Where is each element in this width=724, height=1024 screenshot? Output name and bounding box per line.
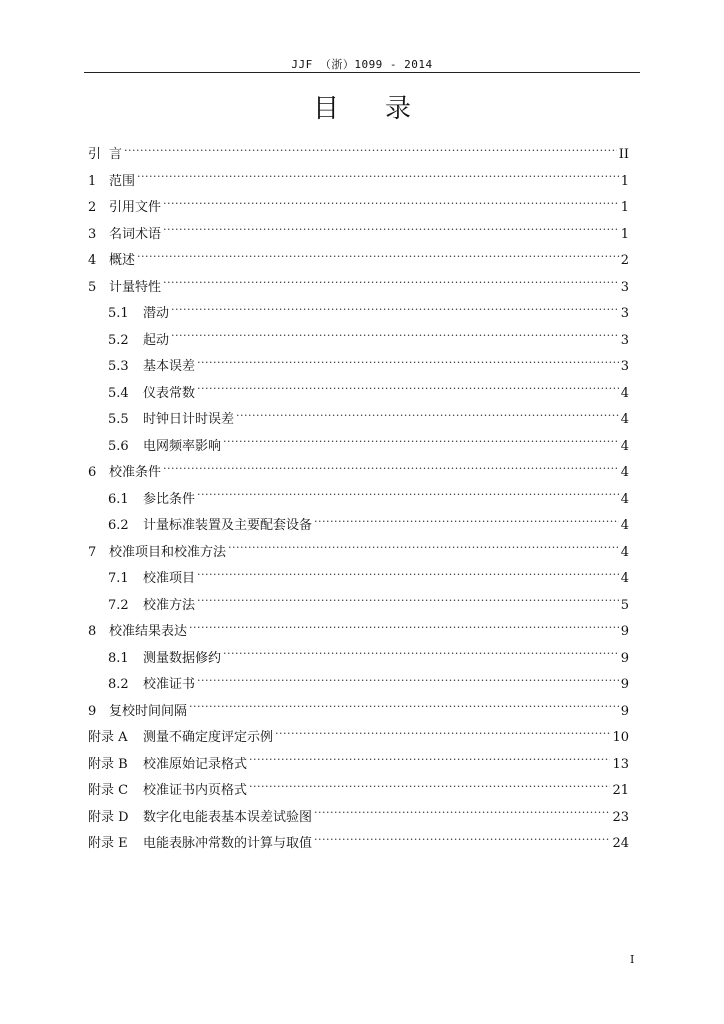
- toc-entry-label: 言: [109, 147, 123, 162]
- toc-entry[interactable]: [88, 619, 629, 646]
- toc-entry[interactable]: [88, 222, 629, 249]
- toc-leader-dots: [314, 516, 619, 529]
- toc-entry-page: 4: [620, 438, 629, 454]
- toc-entry[interactable]: [88, 328, 629, 355]
- toc-entry[interactable]: [88, 778, 629, 805]
- toc-entry-label: 电网频率影响: [143, 438, 222, 454]
- toc-entry-label: 潜动: [143, 306, 170, 321]
- toc-entry[interactable]: [88, 646, 629, 673]
- toc-entry-number: 8.2: [108, 677, 129, 692]
- toc-entry-page: 10: [612, 730, 629, 745]
- toc-entry[interactable]: [88, 725, 629, 752]
- toc-entry[interactable]: [88, 248, 629, 275]
- toc-entry-number: 4: [88, 253, 97, 268]
- header-rule: [84, 72, 640, 73]
- toc-entry-label: 电能表脉冲常数的计算与取值: [143, 836, 313, 851]
- toc-entry-number: 5.1: [108, 306, 129, 321]
- toc-entry-label: 范围: [109, 173, 136, 189]
- toc-entry-label: 校准条件: [109, 465, 162, 480]
- toc-entry[interactable]: [88, 699, 629, 726]
- toc-entry-label: 测量不确定度评定示例: [143, 730, 274, 745]
- toc-entry[interactable]: [88, 301, 629, 328]
- toc-entry-label: 校准证书内页格式: [143, 783, 248, 798]
- toc-leader-dots: [197, 569, 619, 582]
- toc-entry[interactable]: [88, 195, 629, 222]
- toc-entry-number: 5.3: [108, 359, 129, 374]
- toc-entry-number: 5.4: [108, 385, 129, 401]
- toc-entry-page: 24: [612, 836, 629, 851]
- toc-entry[interactable]: [88, 752, 629, 779]
- toc-entry-number: 5.6: [108, 438, 129, 454]
- toc-leader-dots: [314, 834, 610, 847]
- toc-entry[interactable]: [88, 540, 629, 567]
- toc-entry[interactable]: [88, 407, 629, 434]
- toc-leader-dots: [189, 622, 619, 635]
- toc-entry-page: 4: [620, 571, 629, 586]
- toc-entry-page: 4: [620, 465, 629, 480]
- toc-leader-dots: [189, 702, 619, 715]
- toc-leader-dots: [197, 357, 619, 370]
- toc-leader-dots: [236, 410, 619, 423]
- toc-entry-page: 3: [620, 306, 629, 321]
- toc-entry[interactable]: [88, 354, 629, 381]
- toc-entry[interactable]: [88, 805, 629, 832]
- toc-entry-label: 名词术语: [109, 226, 162, 242]
- toc-leader-dots: [249, 781, 610, 794]
- toc-entry-label: 校准证书: [143, 677, 196, 692]
- toc-leader-dots: [223, 649, 619, 662]
- toc-entry-page: 1: [620, 226, 629, 242]
- toc-entry-label: 校准项目和校准方法: [109, 544, 227, 560]
- toc-entry-label: 校准结果表达: [109, 624, 188, 639]
- toc-entry-label: 基本误差: [143, 359, 196, 374]
- toc-entry-number: 引: [88, 147, 102, 162]
- toc-entry-page: 1: [620, 173, 629, 189]
- toc-leader-dots: [171, 304, 619, 317]
- toc-entry-page: 2: [620, 253, 629, 268]
- toc-entry-page: 13: [612, 756, 629, 772]
- footer-page-number: I: [630, 953, 635, 966]
- toc-entry-number: 7: [88, 544, 97, 560]
- toc-entry-number: 7.1: [108, 571, 129, 586]
- toc-entry-label: 计量特性: [109, 279, 162, 295]
- toc-entry-page: 3: [620, 279, 629, 295]
- toc-entry-page: 23: [612, 809, 629, 825]
- toc-entry-page: 21: [612, 783, 629, 798]
- toc-leader-dots: [249, 755, 610, 768]
- toc-entry-page: 3: [620, 359, 629, 374]
- toc-leader-dots: [124, 145, 617, 158]
- toc-leader-dots: [163, 278, 619, 291]
- toc-entry[interactable]: [88, 593, 629, 620]
- toc-leader-dots: [223, 437, 619, 450]
- toc-leader-dots: [197, 384, 619, 397]
- toc-entry-page: 3: [620, 332, 629, 348]
- toc-entry-number: 5: [88, 279, 97, 295]
- toc-entry-number: 5.5: [108, 412, 129, 427]
- toc-entry-page: 4: [620, 544, 629, 560]
- table-of-contents: [88, 142, 629, 858]
- toc-entry-number: 6.1: [108, 491, 129, 507]
- toc-entry-page: 5: [620, 597, 629, 613]
- toc-entry-label: 校准原始记录格式: [143, 756, 248, 772]
- toc-entry-page: 1: [620, 200, 629, 215]
- toc-entry-number: 附录 E: [88, 836, 128, 851]
- toc-entry-number: 8.1: [108, 650, 129, 666]
- title-char-2: 录: [385, 94, 412, 124]
- toc-entry-page: II: [618, 147, 629, 162]
- toc-entry-number: 附录 A: [88, 730, 128, 745]
- title-char-1: 目: [312, 94, 339, 124]
- toc-leader-dots: [197, 675, 619, 688]
- toc-entry-label: 引用文件: [109, 200, 162, 215]
- toc-entry-number: 附录 D: [88, 809, 129, 825]
- toc-entry-page: 4: [620, 518, 629, 533]
- toc-entry-page: 9: [620, 703, 629, 719]
- toc-entry-label: 参比条件: [143, 491, 196, 507]
- toc-leader-dots: [228, 543, 619, 556]
- toc-entry-label: 起动: [143, 332, 170, 348]
- toc-entry-page: 9: [620, 677, 629, 692]
- toc-entry-number: 8: [88, 624, 97, 639]
- toc-entry-page: 4: [620, 385, 629, 401]
- toc-entry[interactable]: [88, 460, 629, 487]
- toc-leader-dots: [163, 225, 619, 238]
- toc-entry-number: 6: [88, 465, 97, 480]
- running-header: JJF （浙）1099 - 2014: [291, 58, 433, 71]
- toc-entry-label: 校准项目: [143, 571, 196, 586]
- toc-leader-dots: [197, 490, 619, 503]
- toc-entry-page: 4: [620, 491, 629, 507]
- toc-leader-dots: [163, 463, 619, 476]
- toc-entry[interactable]: [88, 672, 629, 699]
- toc-entry-number: 6.2: [108, 518, 129, 533]
- toc-entry[interactable]: [88, 169, 629, 196]
- toc-leader-dots: [137, 172, 619, 185]
- toc-entry[interactable]: [88, 381, 629, 408]
- toc-entry[interactable]: [88, 275, 629, 302]
- toc-entry[interactable]: [88, 831, 629, 858]
- toc-entry-label: 数字化电能表基本误差试验图: [143, 809, 313, 825]
- toc-leader-dots: [275, 728, 610, 741]
- toc-entry-number: 7.2: [108, 597, 129, 613]
- toc-entry-number: 3: [88, 226, 97, 242]
- toc-entry-number: 9: [88, 703, 97, 719]
- toc-leader-dots: [171, 331, 619, 344]
- toc-leader-dots: [197, 596, 619, 609]
- toc-entry[interactable]: [88, 142, 629, 169]
- toc-entry-label: 校准方法: [143, 597, 196, 613]
- toc-entry-label: 复校时间间隔: [109, 703, 188, 719]
- toc-leader-dots: [163, 198, 619, 211]
- toc-leader-dots: [314, 808, 610, 821]
- toc-entry[interactable]: [88, 566, 629, 593]
- toc-entry-number: 2: [88, 200, 97, 215]
- toc-entry-label: 计量标准装置及主要配套设备: [143, 518, 313, 533]
- toc-entry[interactable]: [88, 487, 629, 514]
- toc-entry-label: 仪表常数: [143, 385, 196, 401]
- toc-entry-page: 9: [620, 624, 629, 639]
- toc-entry-label: 时钟日计时误差: [143, 412, 235, 427]
- toc-entry-page: 9: [620, 650, 629, 666]
- toc-entry-label: 概述: [109, 253, 136, 268]
- toc-entry[interactable]: [88, 513, 629, 540]
- toc-entry-number: 1: [88, 173, 97, 189]
- page-title: [0, 88, 724, 125]
- toc-entry-number: 附录 C: [88, 783, 129, 798]
- toc-entry-page: 4: [620, 412, 629, 427]
- toc-entry-number: 5.2: [108, 332, 129, 348]
- toc-entry-number: 附录 B: [88, 756, 128, 772]
- toc-leader-dots: [137, 251, 619, 264]
- toc-entry[interactable]: [88, 434, 629, 461]
- toc-entry-label: 测量数据修约: [143, 650, 222, 666]
